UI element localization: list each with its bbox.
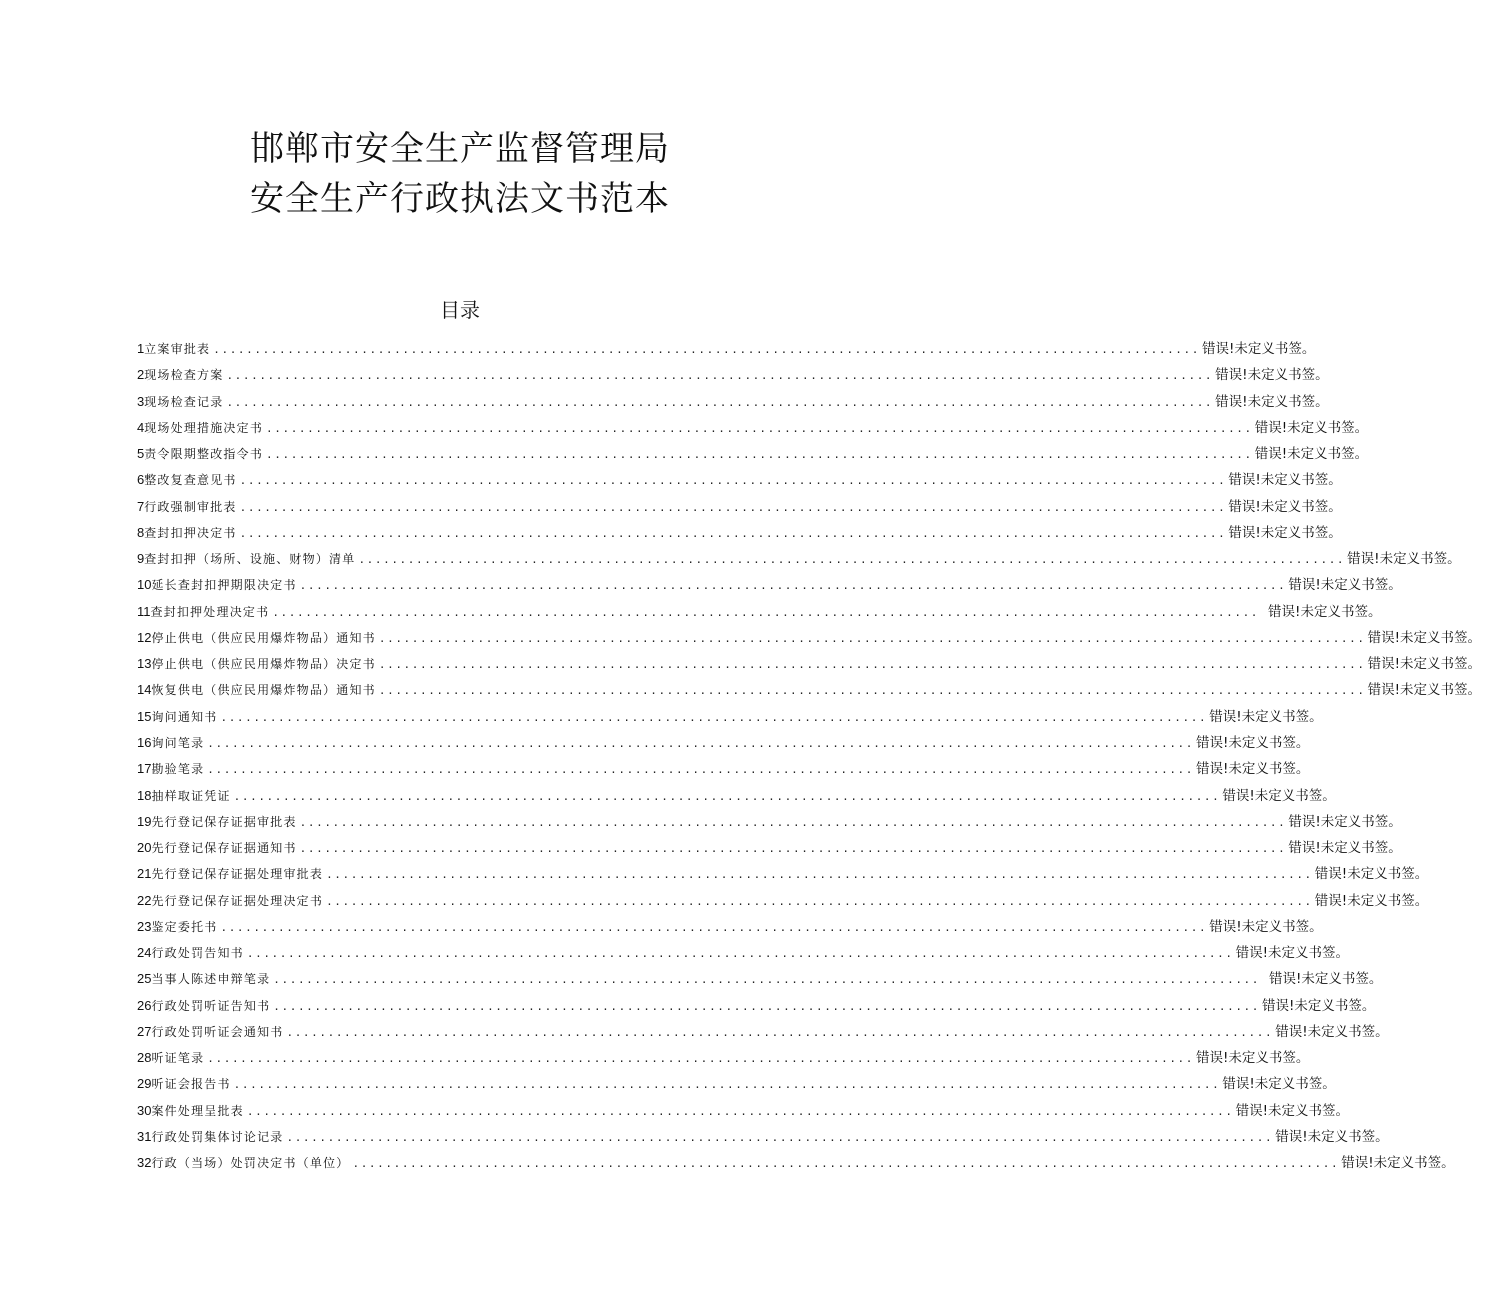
toc-heading: 目录 [440,298,480,322]
toc-entry[interactable] [137,785,1336,811]
toc-entry[interactable] [137,916,1323,942]
toc-entry-number: 14 [137,682,152,698]
toc-entry-page-ref: 错误!未定义书签。 [1262,997,1376,1014]
toc-entry[interactable] [137,417,1369,443]
toc-entry-page-ref: 错误!未定义书签。 [1314,866,1429,883]
toc-entry[interactable] [137,469,1342,495]
toc-entry-label: 恢复供电（供应民用爆炸物品）通知书 [151,683,376,698]
toc-dot-leader: ........................................................................................................................ [207,736,1194,750]
toc-entry-number: 27 [137,1023,152,1039]
toc-entry-label: 查封扣押处理决定书 [150,604,270,619]
toc-entry-number: 8 [137,524,145,540]
toc-dot-leader: ........................................................................................................................ [207,763,1194,777]
toc-entry-number: 5 [137,446,145,462]
toc-entry-page-ref: 错误!未定义书签。 [1209,708,1323,725]
toc-entry-label: 先行登记保存证据审批表 [151,814,297,829]
toc-dot-leader: ........................................................................................................................ [226,395,1214,409]
toc-entry-number: 24 [137,945,152,961]
toc-entry[interactable] [137,837,1402,863]
toc-entry[interactable] [137,574,1402,600]
toc-entry-label: 责令限期整改指令书 [144,447,264,462]
toc-entry-label: 鉴定委托书 [151,919,218,934]
toc-entry-page-ref: 错误!未定义书签。 [1215,393,1329,410]
toc-entry-page-ref: 错误!未定义书签。 [1228,498,1342,515]
table-of-contents [137,338,1482,1179]
toc-entry-label: 行政处罚听证告知书 [151,998,271,1013]
toc-entry-label: 延长查封扣押期限决定书 [151,578,297,593]
toc-entry[interactable] [137,942,1350,968]
toc-entry-page-ref: 错误!未定义书签。 [1367,629,1482,646]
toc-entry[interactable] [137,1047,1310,1073]
toc-entry-page-ref: 错误!未定义书签。 [1367,656,1482,673]
toc-entry-label: 现场检查记录 [144,394,224,409]
toc-entry-label: 行政强制审批表 [144,499,237,514]
toc-entry-label: 听证会报告书 [151,1077,231,1092]
toc-entry[interactable] [137,890,1429,916]
toc-entry-label: 现场处理措施决定书 [144,420,264,435]
toc-entry-page-ref: 错误!未定义书签。 [1269,971,1383,988]
toc-entry-number: 22 [137,892,152,908]
toc-dot-leader: ........................................................................................................................ [220,710,1208,724]
toc-dot-leader: ........................................................................................................................ [352,1157,1340,1171]
toc-entry[interactable] [137,496,1342,522]
toc-dot-leader: ........................................................................................................................ [226,369,1214,383]
toc-dot-leader: ........................................................................................................................ [272,605,1260,619]
toc-entry-page-ref: 错误!未定义书签。 [1228,524,1342,541]
toc-entry[interactable] [137,548,1461,574]
toc-entry[interactable] [137,1073,1336,1099]
toc-entry-label: 询问通知书 [151,709,218,724]
toc-entry-page-ref: 错误!未定义书签。 [1288,840,1402,857]
toc-entry-label: 询问笔录 [151,735,205,750]
toc-dot-leader: ........................................................................................................................ [299,815,1287,829]
toc-entry-page-ref: 错误!未定义书签。 [1288,577,1402,594]
document-title [0,124,920,224]
toc-dot-leader: ........................................................................................................................ [233,1078,1221,1092]
toc-dot-leader: ........................................................................................................................ [246,947,1234,961]
toc-entry[interactable] [137,338,1316,364]
toc-entry-label: 停止供电（供应民用爆炸物品）通知书 [151,630,376,645]
toc-dot-leader: ........................................................................................................................ [239,474,1227,488]
title-line-2: 安全生产行政执法文书范本 [250,179,670,219]
toc-entry-number: 6 [137,472,145,488]
toc-entry-page-ref: 错误!未定义书签。 [1347,551,1461,568]
toc-entry-label: 现场检查方案 [144,368,224,383]
toc-entry-number: 11 [137,603,151,619]
toc-dot-leader: ........................................................................................................................ [273,999,1260,1013]
toc-entry[interactable] [137,1021,1389,1047]
toc-entry-page-ref: 错误!未定义书签。 [1235,1102,1350,1119]
toc-dot-leader: ........................................................................................................................ [299,842,1287,856]
toc-entry-number: 13 [137,656,152,672]
toc-entry-label: 当事人陈述申辩笔录 [151,972,271,987]
toc-entry[interactable] [137,811,1402,837]
toc-dot-leader: ........................................................................................................................ [207,1052,1194,1066]
toc-entry[interactable] [137,1126,1389,1152]
toc-entry-page-ref: 错误!未定义书签。 [1268,603,1382,620]
toc-entry-number: 28 [137,1050,152,1066]
toc-entry[interactable] [137,732,1310,758]
toc-entry-label: 先行登记保存证据通知书 [151,841,297,856]
toc-entry-label: 先行登记保存证据处理审批表 [151,867,324,882]
toc-entry[interactable] [137,364,1329,390]
toc-entry-number: 9 [137,551,145,567]
toc-entry[interactable] [137,1100,1350,1126]
toc-entry-page-ref: 错误!未定义书签。 [1288,813,1402,830]
toc-entry[interactable] [137,627,1482,653]
toc-entry-number: 7 [137,498,145,514]
toc-dot-leader: ........................................................................................................................ [213,343,1200,356]
toc-entry-page-ref: 错误!未定义书签。 [1367,682,1482,699]
toc-entry[interactable] [137,706,1323,732]
toc-entry-number: 18 [137,787,152,803]
toc-entry-number: 10 [137,577,152,593]
toc-entry-label: 案件处理呈批表 [151,1103,244,1118]
toc-entry-number: 23 [137,918,152,934]
toc-entry-page-ref: 错误!未定义书签。 [1215,367,1329,384]
toc-entry-page-ref: 错误!未定义书签。 [1228,472,1342,489]
toc-dot-leader: ........................................................................................................................ [266,448,1253,462]
toc-entry-number: 20 [137,840,152,856]
toc-entry-number: 29 [137,1076,152,1092]
toc-dot-leader: ........................................................................................................................ [378,684,1366,698]
toc-entry-label: 行政处罚告知书 [151,946,244,961]
toc-entry-page-ref: 错误!未定义书签。 [1222,787,1336,804]
toc-dot-leader: ........................................................................................................................ [266,421,1253,435]
toc-entry-label: 行政（当场）处罚决定书（单位） [151,1156,350,1171]
toc-entry-number: 4 [137,419,145,435]
toc-entry[interactable] [137,601,1382,627]
toc-entry-page-ref: 错误!未定义书签。 [1314,892,1429,909]
toc-entry[interactable] [137,968,1383,994]
toc-entry-label: 抽样取证凭证 [151,788,231,803]
title-line-1: 邯郸市安全生产监督管理局 [250,129,670,169]
toc-dot-leader: ........................................................................................................................ [286,1130,1274,1144]
toc-entry-page-ref: 错误!未定义书签。 [1201,341,1316,357]
toc-entry-label: 行政处罚听证会通知书 [151,1024,284,1039]
toc-entry-label: 勘验笔录 [151,762,205,777]
toc-entry[interactable] [137,653,1482,679]
toc-entry-page-ref: 错误!未定义书签。 [1275,1023,1389,1040]
toc-entry-number: 25 [137,971,152,987]
toc-entry-page-ref: 错误!未定义书签。 [1275,1128,1389,1145]
toc-entry-number: 15 [137,708,152,724]
toc-entry[interactable] [137,1152,1455,1178]
toc-entry-number: 3 [137,393,145,409]
toc-entry-label: 停止供电（供应民用爆炸物品）决定书 [151,657,376,672]
toc-entry[interactable] [137,758,1310,784]
toc-entry-label: 听证笔录 [151,1051,205,1066]
toc-entry-label: 整改复查意见书 [144,473,237,488]
toc-entry-page-ref: 错误!未定义书签。 [1196,734,1310,751]
toc-entry-number: 12 [137,629,152,645]
toc-entry-number: 31 [137,1128,152,1144]
toc-entry-number: 17 [137,761,152,777]
toc-entry-label: 行政处罚集体讨论记录 [151,1129,284,1144]
toc-dot-leader: ........................................................................................................................ [239,526,1227,540]
toc-dot-leader: ........................................................................................................................ [299,579,1287,593]
toc-entry[interactable] [137,391,1329,417]
toc-entry-number: 1 [137,341,145,356]
toc-entry-number: 32 [137,1155,152,1171]
toc-entry-number: 30 [137,1102,152,1118]
toc-entry-label: 查封扣押决定书 [144,525,237,540]
toc-entry-page-ref: 错误!未定义书签。 [1196,761,1310,778]
toc-dot-leader: ........................................................................................................................ [220,920,1208,934]
toc-entry-label: 先行登记保存证据处理决定书 [151,893,324,908]
toc-entry-label: 立案审批表 [144,342,211,356]
toc-entry-label: 查封扣押（场所、设施、财物）清单 [144,552,356,567]
toc-entry-page-ref: 错误!未定义书签。 [1196,1050,1310,1067]
toc-dot-leader: ........................................................................................................................ [233,789,1221,803]
toc-dot-leader: ........................................................................................................................ [273,973,1260,987]
toc-entry[interactable] [137,995,1376,1021]
toc-entry-page-ref: 错误!未定义书签。 [1254,419,1369,436]
toc-entry-number: 21 [137,866,152,882]
toc-entry-page-ref: 错误!未定义书签。 [1222,1076,1336,1093]
toc-dot-leader: ........................................................................................................................ [378,658,1366,672]
toc-entry-page-ref: 错误!未定义书签。 [1235,945,1350,962]
toc-entry[interactable] [137,522,1342,548]
toc-entry-page-ref: 错误!未定义书签。 [1209,918,1323,935]
toc-entry[interactable] [137,863,1429,889]
toc-dot-leader: ........................................................................................................................ [246,1104,1234,1118]
toc-entry[interactable] [137,443,1369,469]
toc-entry-number: 2 [137,367,145,383]
toc-dot-leader: ........................................................................................................................ [358,553,1346,567]
toc-dot-leader: ........................................................................................................................ [378,631,1366,645]
toc-entry-number: 19 [137,813,152,829]
toc-entry-page-ref: 错误!未定义书签。 [1341,1155,1455,1172]
toc-dot-leader: ........................................................................................................................ [239,500,1227,514]
toc-dot-leader: ........................................................................................................................ [286,1025,1274,1039]
toc-entry-number: 16 [137,734,152,750]
toc-dot-leader: ........................................................................................................................ [326,894,1313,908]
toc-entry[interactable] [137,679,1482,705]
toc-dot-leader: ........................................................................................................................ [326,868,1313,882]
toc-entry-page-ref: 错误!未定义书签。 [1254,446,1369,463]
toc-entry-number: 26 [137,997,152,1013]
